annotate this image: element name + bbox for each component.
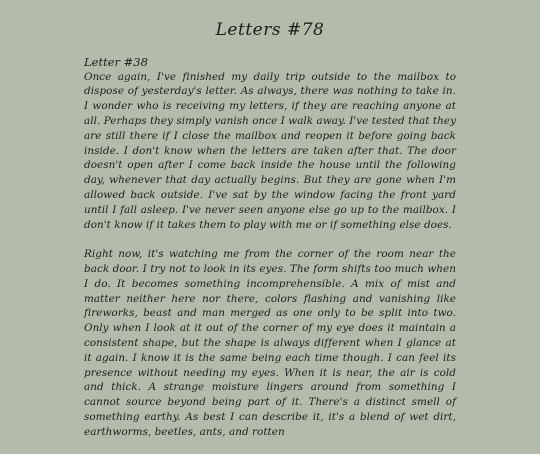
- letter-paragraph-1: Once again, I've finished my daily trip outside to the mailbox to dispose of yesterday's letter. As always, there was nothing to take in. I wonder who is receiving my letters, if they are reaching anyone at all. Perhaps they simply vanish once I walk away. I've tested that they are still there if I close the mailbox and reopen it before going back inside. I don't know when the letters are taken after that. The door doesn't open after I come back inside the house until the following day, whenever that day actually begins. But they are gone when I'm allowed back outside. I've sat by the window facing the front yard until I fall asleep. I've never seen anyone else go up to the mailbox. I don't know if it takes them to play with me or if something else does.: [84, 70, 456, 231]
- letter-heading: Letter #38: [84, 55, 148, 69]
- letter-body: [84, 55, 456, 454]
- letter-paragraph-2: Right now, it's watching me from the corner of the room near the back door. I try not to look in its eyes. The form shifts too much when I do. It becomes something incomprehensible. A mix of mist and matter neither here nor there, colors flashing and vanishing like fireworks, beast and man merged as one only to be split into two. Only when I look at it out of the corner of my eye does it maintain a consistent shape, but the shape is always different when I glance at it again. I know it is the same being each time though. I can feel its presence without needing my eyes. When it is near, the air is cold and thick. A strange moisture lingers around from something I cannot source beyond being part of it. There's a distinct smell of something earthy. As best I can describe it, it's a blend of wet dirt, earthworms, beetles, ants, and rotten: [84, 248, 456, 438]
- page-title: Letters #78: [215, 20, 325, 40]
